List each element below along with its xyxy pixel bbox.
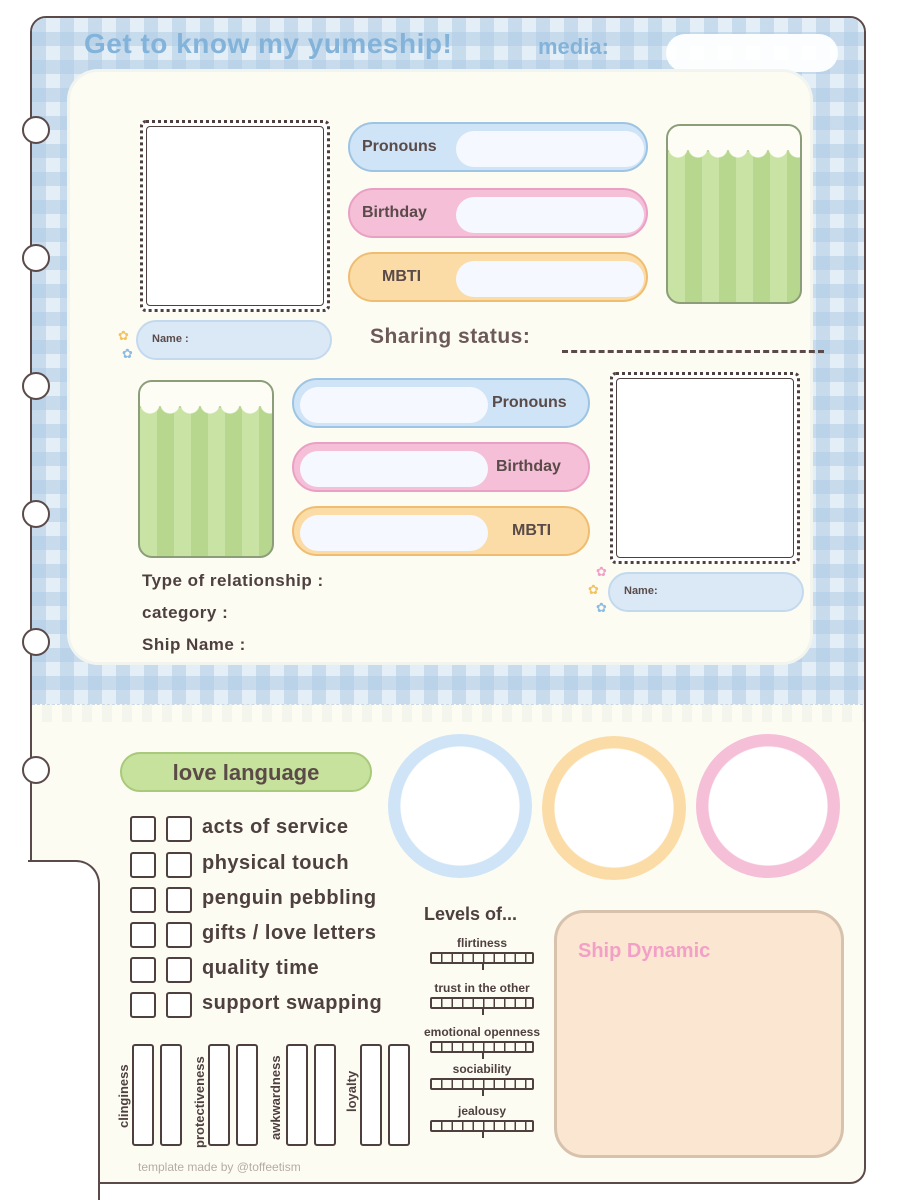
badge-yellow[interactable] [542, 736, 686, 880]
ship-name-label: Ship Name : [142, 635, 246, 654]
awkwardness-bar-character-2[interactable] [314, 1044, 336, 1146]
level-meter [420, 936, 544, 964]
photo-frame-border [146, 126, 324, 306]
loyalty-bar-character-1[interactable] [360, 1044, 382, 1146]
badge-blue[interactable] [388, 734, 532, 878]
checkbox-character-1[interactable] [130, 957, 156, 983]
character-2-mbti-field[interactable] [300, 515, 488, 551]
checkbox-character-1[interactable] [130, 922, 156, 948]
level-bar[interactable] [430, 952, 534, 964]
level-label: emotional openness [423, 1025, 541, 1039]
love-language-label: acts of service [202, 816, 349, 838]
jar-cap [140, 382, 272, 408]
character-2-name-field[interactable] [608, 572, 804, 612]
love-language-label: gifts / love letters [202, 922, 377, 944]
sharing-status-label: Sharing status: [370, 325, 531, 348]
badge-ring [542, 736, 686, 880]
relationship-type-label: Type of relationship : [142, 571, 324, 590]
category-label: category : [142, 603, 229, 622]
flower-icon: ✿ [122, 347, 133, 362]
flower-icon: ✿ [596, 601, 607, 616]
gingham-torn-edge [32, 704, 866, 722]
level-meter [420, 1104, 544, 1132]
clinginess-bar-character-1[interactable] [132, 1044, 154, 1146]
name-label: Name: [624, 585, 658, 597]
love-language-label: support swapping [202, 992, 383, 1014]
sheet-notch [28, 860, 100, 1200]
level-meter [420, 1025, 544, 1053]
badge-pink[interactable] [696, 734, 840, 878]
page-title: Get to know my yumeship! [84, 28, 453, 59]
love-language-heading [120, 752, 372, 792]
character-1-mbti-field[interactable] [456, 261, 644, 297]
character-1-birthday-field[interactable] [456, 197, 644, 233]
clinginess-bar-character-2[interactable] [160, 1044, 182, 1146]
birthday-label: Birthday [362, 204, 427, 221]
character-2-pronouns-field[interactable] [300, 387, 488, 423]
love-language-label: penguin pebbling [202, 887, 377, 909]
clinginess-label: clinginess [116, 1064, 131, 1128]
character-2-color-jar [138, 380, 274, 558]
binder-hole [22, 244, 50, 272]
level-label: trust in the other [434, 981, 530, 995]
protectiveness-bar-character-2[interactable] [236, 1044, 258, 1146]
media-field[interactable] [666, 34, 838, 72]
mbti-label: MBTI [512, 522, 552, 539]
checkbox-character-2[interactable] [166, 992, 192, 1018]
flower-icon: ✿ [118, 329, 129, 344]
checkbox-character-2[interactable] [166, 852, 192, 878]
badge-ring [388, 734, 532, 878]
protectiveness-label: protectiveness [192, 1056, 207, 1148]
love-language-label: physical touch [202, 852, 350, 874]
mbti-label: MBTI [382, 268, 422, 285]
pronouns-label: Pronouns [492, 394, 567, 411]
character-1-pronouns-pill [348, 122, 648, 172]
photo-frame-border [616, 378, 794, 558]
character-1-birthday-pill [348, 188, 648, 238]
level-label: flirtiness [456, 936, 507, 950]
character-2-birthday-field[interactable] [300, 451, 488, 487]
level-label: jealousy [457, 1104, 507, 1118]
binder-hole [22, 372, 50, 400]
sharing-status-line[interactable] [562, 350, 824, 353]
level-meter [420, 1062, 544, 1090]
level-bar[interactable] [430, 997, 534, 1009]
character-1-color-jar [666, 124, 802, 304]
level-bar[interactable] [430, 1041, 534, 1053]
media-label: media: [538, 34, 609, 59]
checkbox-character-1[interactable] [130, 992, 156, 1018]
flower-icon: ✿ [588, 583, 599, 598]
checkbox-character-2[interactable] [166, 887, 192, 913]
badge-ring [696, 734, 840, 878]
character-1-mbti-pill [348, 252, 648, 302]
checkbox-character-2[interactable] [166, 816, 192, 842]
template-credit: template made by @toffeetism [138, 1160, 301, 1174]
character-1-photo-frame[interactable] [140, 120, 330, 312]
checkbox-character-1[interactable] [130, 816, 156, 842]
ship-dynamic-title: Ship Dynamic [578, 940, 711, 962]
loyalty-label: loyalty [344, 1070, 359, 1112]
checkbox-character-2[interactable] [166, 922, 192, 948]
levels-title: Levels of... [424, 904, 518, 924]
checkbox-character-2[interactable] [166, 957, 192, 983]
pronouns-label: Pronouns [362, 138, 437, 155]
name-label: Name : [152, 333, 189, 345]
awkwardness-bar-character-1[interactable] [286, 1044, 308, 1146]
character-2-pronouns-pill [292, 378, 590, 428]
love-language-title: love language [172, 760, 320, 785]
character-1-pronouns-field[interactable] [456, 131, 644, 167]
character-2-photo-frame[interactable] [610, 372, 800, 564]
checkbox-character-1[interactable] [130, 852, 156, 878]
binder-hole [22, 500, 50, 528]
binder-hole [22, 116, 50, 144]
awkwardness-label: awkwardness [268, 1055, 283, 1140]
flower-icon: ✿ [596, 565, 607, 580]
level-label: sociability [452, 1062, 512, 1076]
binder-hole [22, 756, 50, 784]
jar-cap [668, 126, 800, 152]
checkbox-character-1[interactable] [130, 887, 156, 913]
level-meter [420, 981, 544, 1009]
loyalty-bar-character-2[interactable] [388, 1044, 410, 1146]
birthday-label: Birthday [496, 458, 561, 475]
level-bar[interactable] [430, 1078, 534, 1090]
level-bar[interactable] [430, 1120, 534, 1132]
binder-hole [22, 628, 50, 656]
protectiveness-bar-character-1[interactable] [208, 1044, 230, 1146]
character-2-mbti-pill [292, 506, 590, 556]
character-1-name-field[interactable] [136, 320, 332, 360]
character-2-birthday-pill [292, 442, 590, 492]
love-language-label: quality time [202, 957, 320, 979]
